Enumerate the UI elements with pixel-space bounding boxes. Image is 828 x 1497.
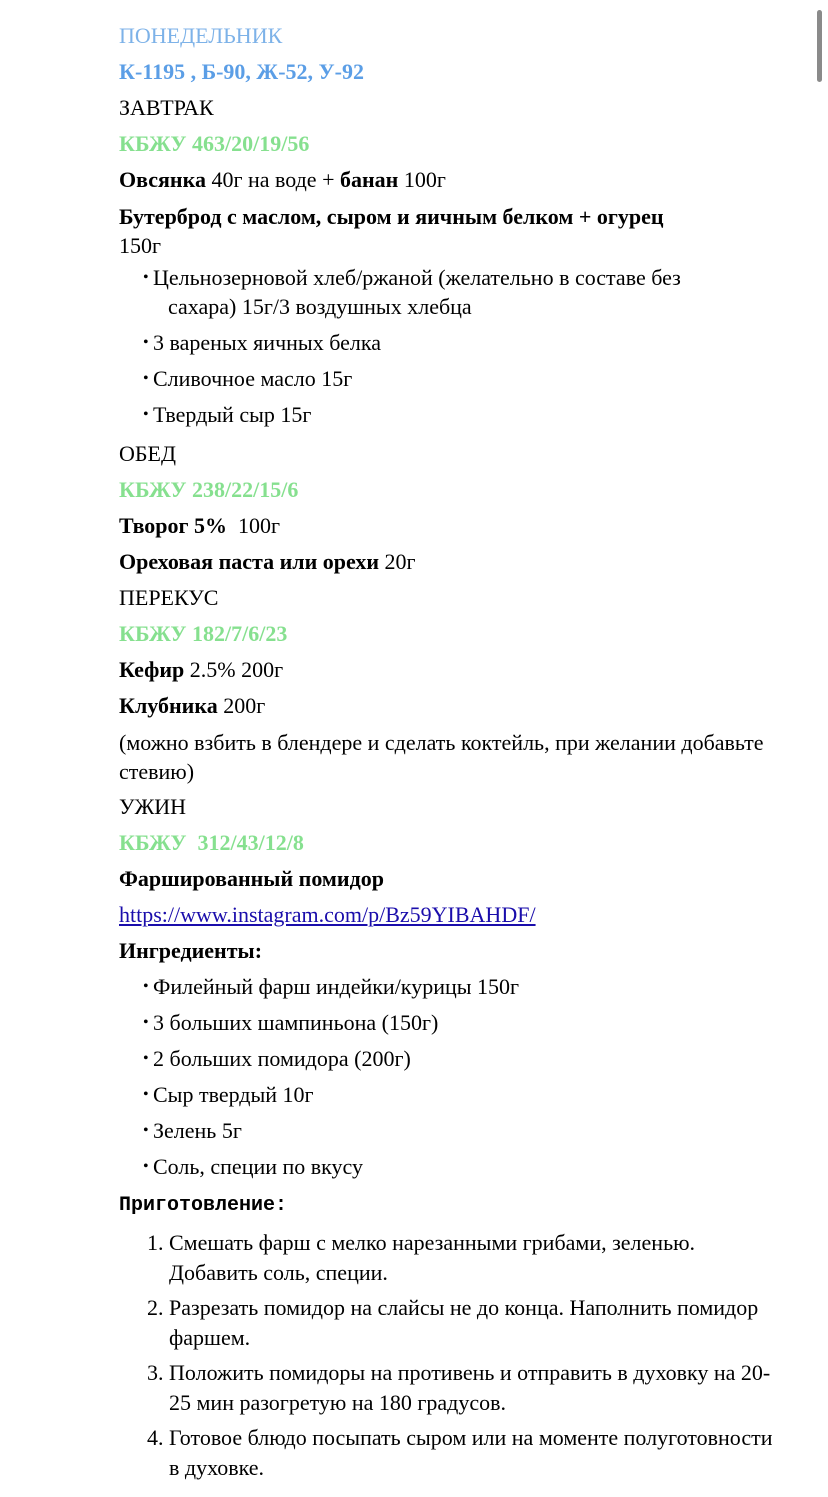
meal-plan-document: [119, 18, 779, 1488]
item-amount: 100г: [227, 513, 281, 538]
bullet-icon: •: [143, 978, 149, 995]
bullet-icon: •: [143, 1122, 149, 1139]
bullet-icon: •: [143, 370, 149, 387]
item-amount: 20г: [379, 549, 416, 574]
bullet-icon: •: [143, 406, 149, 423]
item-name: банан: [339, 167, 399, 192]
list-item: • Твердый сыр 15г: [143, 402, 312, 427]
item-name: Клубника: [119, 693, 218, 718]
ingredients-heading: Ингредиенты:: [119, 938, 263, 963]
bullet-icon: •: [143, 1050, 149, 1067]
day-title: ПОНЕДЕЛЬНИК: [119, 23, 283, 48]
recipe-link-row: [119, 897, 779, 933]
snack-item-kefir: [119, 652, 779, 688]
list-item: 3. Положить помидоры на противень и отправить в духовку на 20-25 мин разогретую на 180 градусов.: [169, 1358, 779, 1418]
item-name: Творог 5%: [119, 513, 228, 538]
list-item: • 3 вареных яичных белка: [143, 330, 381, 355]
snack-kbju: КБЖУ 182/7/6/23: [119, 621, 288, 646]
scrollbar[interactable]: [817, 10, 822, 82]
list-item: • Филейный фарш индейки/курицы 150г: [143, 974, 520, 999]
item-name: Ореховая паста или орехи: [119, 549, 380, 574]
snack-title: ПЕРЕКУС: [119, 585, 219, 610]
recipe-link[interactable]: https://www.instagram.com/p/Bz59YIBAHDF/: [119, 902, 536, 927]
lunch-kbju: КБЖУ 238/22/15/6: [119, 477, 299, 502]
dinner-dish: [119, 861, 779, 897]
snack-note: (можно взбить в блендере и сделать коктейль, при желании добавьте стевию): [119, 730, 764, 784]
item-amount: 200г: [217, 693, 266, 718]
list-item: • 3 больших шампиньона (150г): [143, 1010, 439, 1035]
dinner-kbju: КБЖУ 312/43/12/8: [119, 830, 304, 855]
lunch-item-nuts: [119, 544, 779, 580]
dinner-ingredients-list: [119, 972, 779, 1181]
list-item: • Цельнозерновой хлеб/ржаной (желательно в составе без сахара) 15г/3 воздушных хлебца: [143, 265, 681, 319]
item-name: Овсянка: [119, 167, 206, 192]
breakfast-item-sandwich: [119, 202, 779, 260]
list-item: 1. Смешать фарш с мелко нарезанными грибами, зеленью. Добавить соль, специи.: [169, 1228, 779, 1288]
snack-item-strawberry: [119, 688, 779, 724]
breakfast-kbju: КБЖУ 463/20/19/56: [119, 131, 310, 156]
bullet-icon: •: [143, 1158, 149, 1175]
item-amount: 100г: [398, 167, 446, 192]
list-item: 4. Готовое блюдо посыпать сыром или на моменте полуготовности в духовке.: [169, 1423, 779, 1483]
lunch-title: ОБЕД: [119, 441, 176, 466]
breakfast-title: ЗАВТРАК: [119, 95, 214, 120]
dinner-title: УЖИН: [119, 794, 187, 819]
bullet-icon: •: [143, 334, 149, 351]
preparation-heading: Приготовление:: [119, 1194, 288, 1217]
item-name: Кефир: [119, 657, 185, 682]
list-item: • Сливочное масло 15г: [143, 366, 353, 391]
bullet-icon: •: [143, 269, 149, 286]
list-item: • Соль, специи по вкусу: [143, 1154, 364, 1179]
item-amount: 2.5% 200г: [184, 657, 284, 682]
preparation-steps-list: [119, 1228, 779, 1483]
lunch-item-cottage-cheese: [119, 508, 779, 544]
breakfast-item-oatmeal: [119, 162, 779, 198]
bullet-icon: •: [143, 1086, 149, 1103]
day-totals: К-1195 , Б-90, Ж-52, У-92: [119, 59, 364, 84]
dish-name: Фаршированный помидор: [119, 866, 384, 891]
list-item: • Сыр твердый 10г: [143, 1082, 314, 1107]
bullet-icon: •: [143, 1014, 149, 1031]
list-item: • Зелень 5г: [143, 1118, 242, 1143]
item-amount: 150г: [119, 233, 162, 258]
list-item: • 2 больших помидора (200г): [143, 1046, 411, 1071]
item-amount: 40г на воде +: [205, 167, 340, 192]
list-item: 2. Разрезать помидор на слайсы не до конца. Наполнить помидор фаршем.: [169, 1293, 779, 1353]
item-name: Бутерброд с маслом, сыром и яичным белком + огурец: [119, 204, 664, 229]
sandwich-ingredients-list: [119, 263, 779, 429]
